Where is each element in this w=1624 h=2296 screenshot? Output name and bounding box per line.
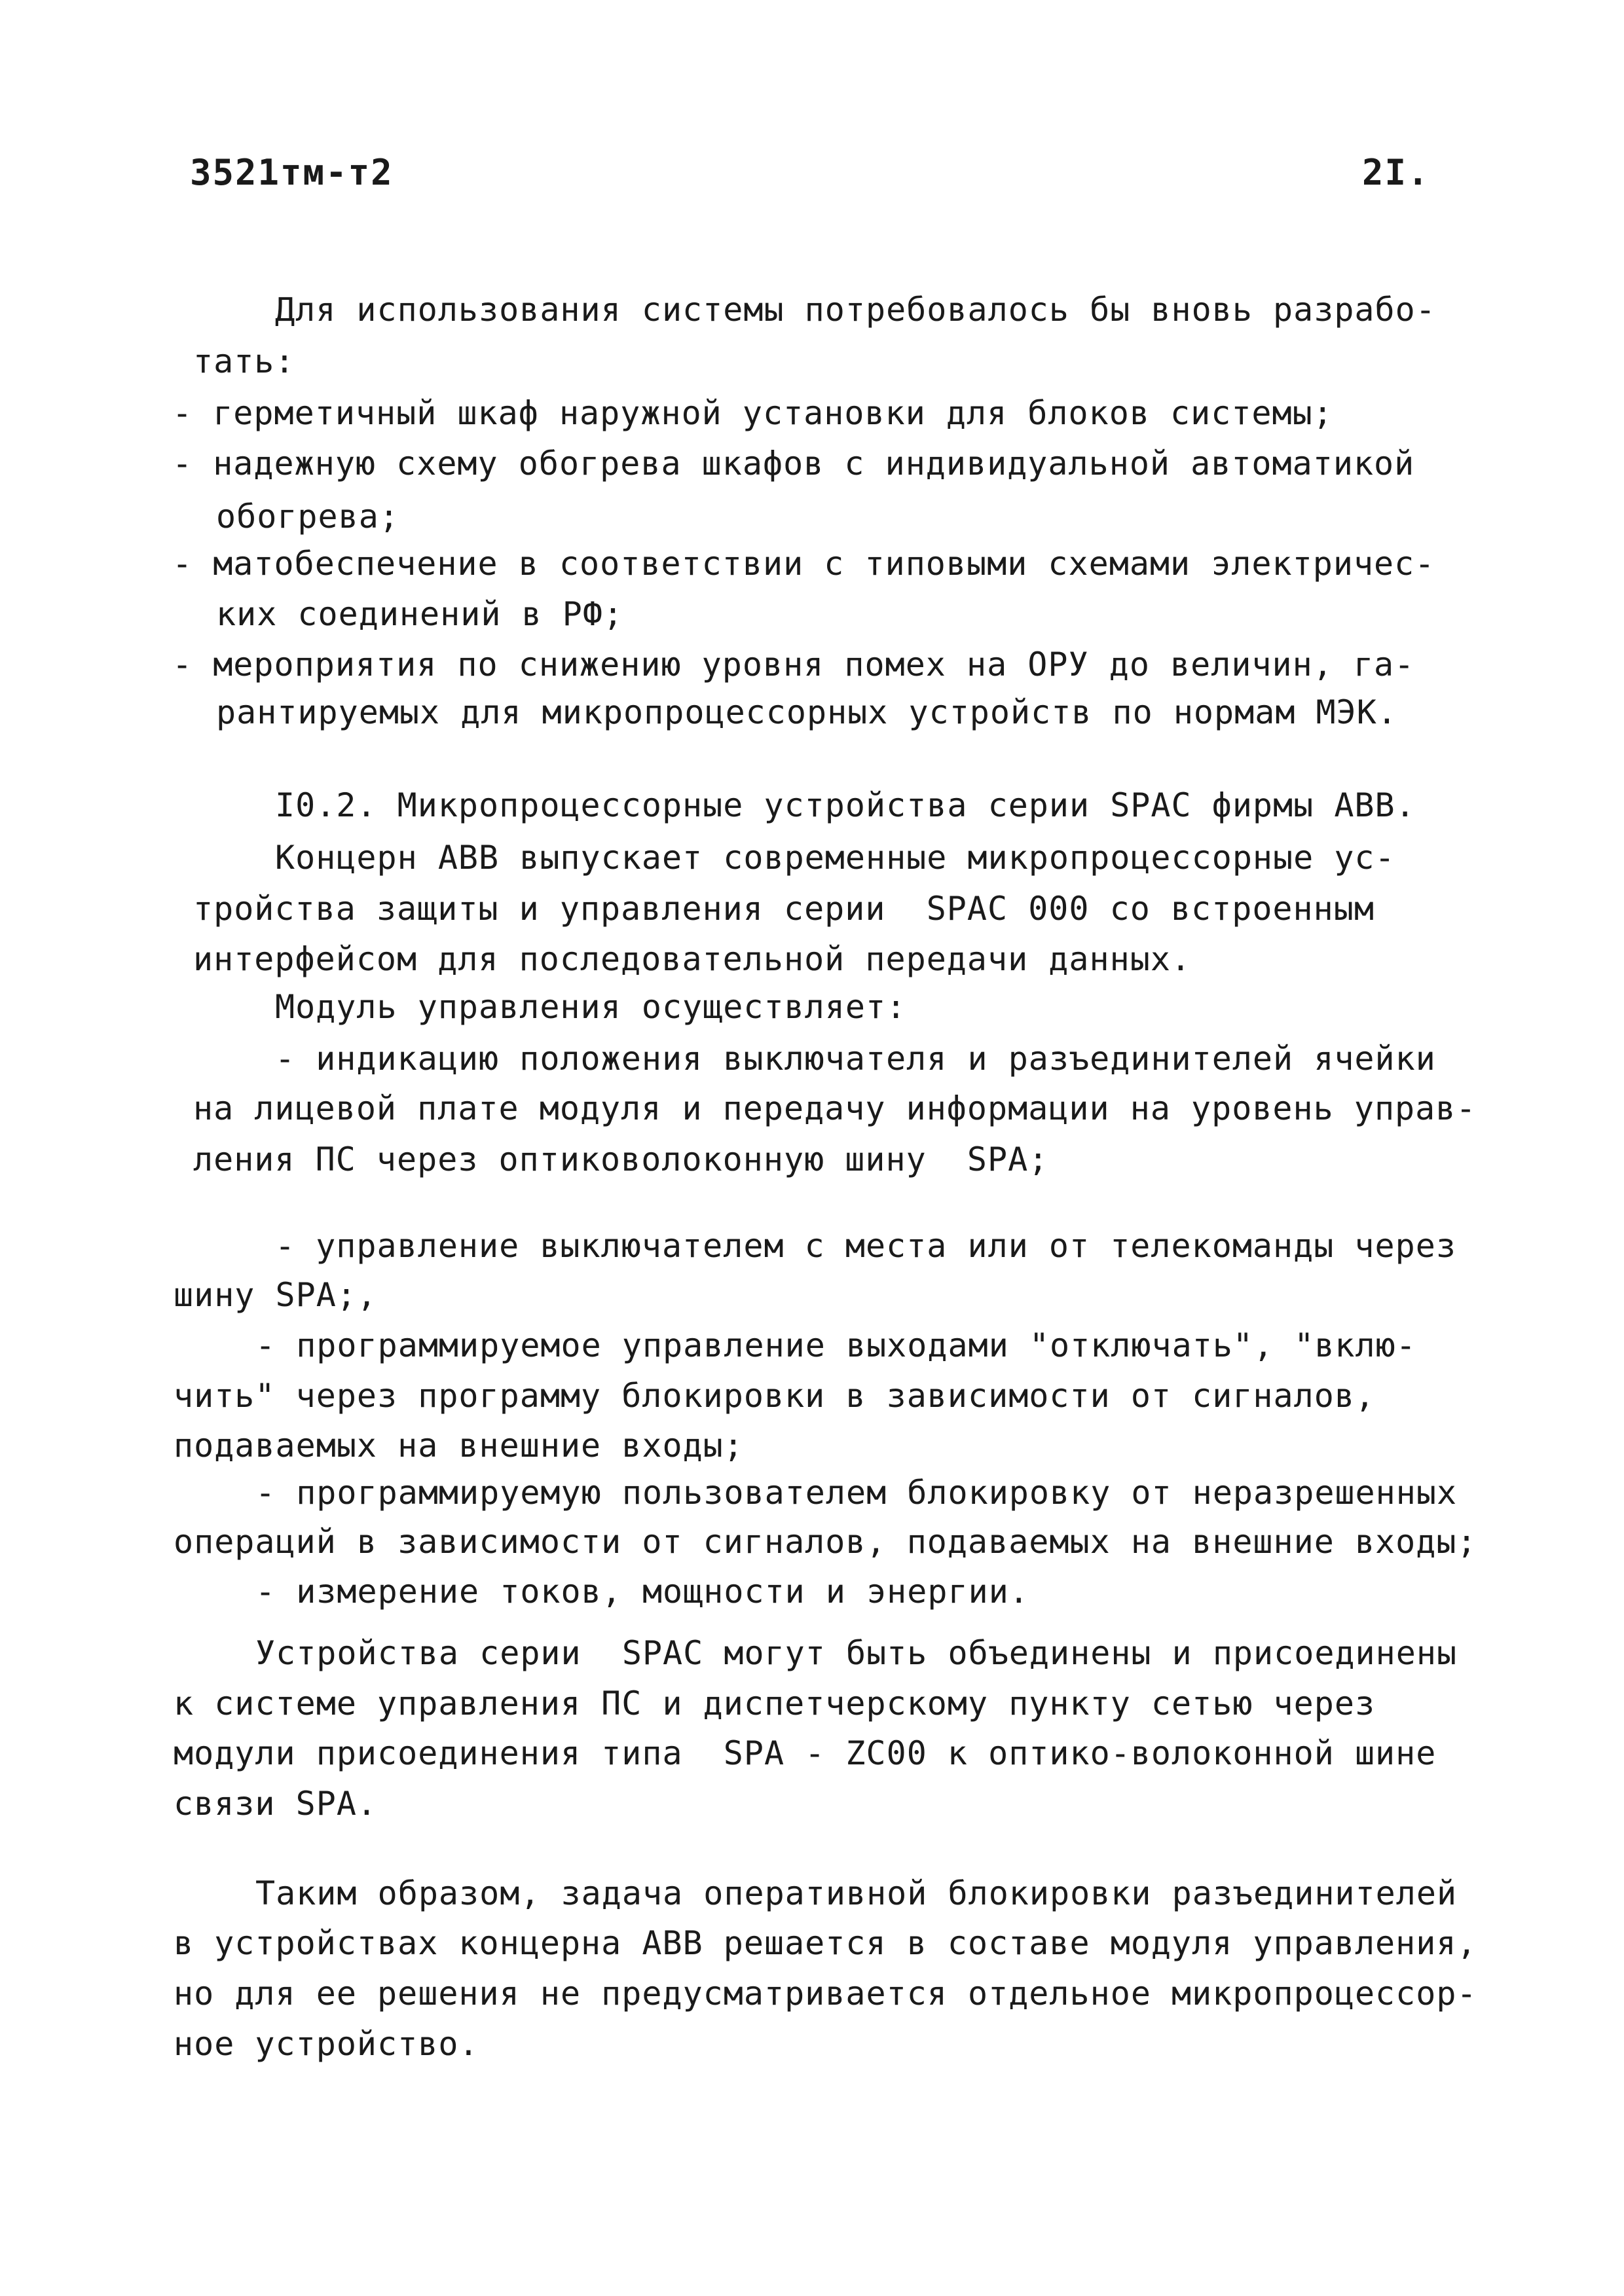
text-line: - надежную схему обогрева шкафов с индивидуальной автоматикой <box>172 445 1415 483</box>
document-code: 3521тм-т2 <box>190 152 394 193</box>
text-line: интерфейсом для последовательной передачи данных. <box>193 940 1192 978</box>
text-line: в устройствах концерна АВВ решается в составе модуля управления, <box>174 1924 1477 1962</box>
text-line: ления ПС через оптиковолоконную шину SPA; <box>193 1140 1049 1178</box>
text-line: Таким образом, задача оперативной блокировки разъединителей <box>255 1874 1458 1912</box>
text-line: к системе управления ПС и диспетчерскому пункту сетью через <box>174 1685 1376 1722</box>
text-line: - программируемую пользователем блокировку от неразрешенных <box>255 1474 1458 1512</box>
text-line: ное устройство. <box>174 2025 479 2063</box>
text-line: - измерение токов, мощности и энергии. <box>255 1573 1029 1611</box>
text-line: модули присоединения типа SPA - ZC00 к оптико-волоконной шине <box>174 1734 1437 1772</box>
text-line: - индикацию положения выключателя и разъединителей ячейки <box>275 1040 1436 1078</box>
text-line: чить" через программу блокировки в зависимости от сигналов, <box>174 1377 1376 1415</box>
text-line: обогрева; <box>216 498 399 536</box>
text-line: - герметичный шкаф наружной установки для блоков системы; <box>172 394 1333 432</box>
text-line: ких соединений в РФ; <box>216 595 624 633</box>
text-line: Для использования системы потребовалось бы вновь разрабо- <box>275 291 1436 329</box>
text-line: шину SPA;, <box>174 1276 378 1314</box>
section-heading: I0.2. Микропроцессорные устройства серии SPAC фирмы АВВ. <box>275 786 1416 824</box>
text-line: но для ее решения не предусматривается отдельное микропроцессор- <box>174 1975 1477 2013</box>
text-line: - мероприятия по снижению уровня помех на ОРУ до величин, га- <box>172 646 1415 683</box>
text-line: - программируемое управление выходами "отключать", "вклю- <box>255 1326 1416 1364</box>
text-line: - матобеспечение в соответствии с типовыми схемами электричес- <box>172 545 1435 583</box>
text-line: подаваемых на внешние входы; <box>174 1427 744 1465</box>
text-line: рантируемых для микропроцессорных устройств по нормам МЭК. <box>216 693 1397 731</box>
text-line: Модуль управления осуществляет: <box>275 988 907 1026</box>
text-line: Концерн АВВ выпускает современные микропроцессорные ус- <box>275 839 1395 877</box>
text-line: Устройства серии SPAC могут быть объединены и присоединены <box>255 1634 1458 1672</box>
text-line: операций в зависимости от сигналов, подаваемых на внешние входы; <box>174 1523 1477 1561</box>
text-line: тройства защиты и управления серии SPAC 000 со встроенным <box>193 890 1375 928</box>
page-number: 2I. <box>1362 152 1430 193</box>
text-line: связи SPA. <box>174 1785 378 1823</box>
text-line: на лицевой плате модуля и передачу информации на уровень управ- <box>193 1089 1477 1127</box>
text-line: - управление выключателем с места или от телекоманды через <box>275 1227 1456 1265</box>
text-line: тать: <box>193 342 295 380</box>
